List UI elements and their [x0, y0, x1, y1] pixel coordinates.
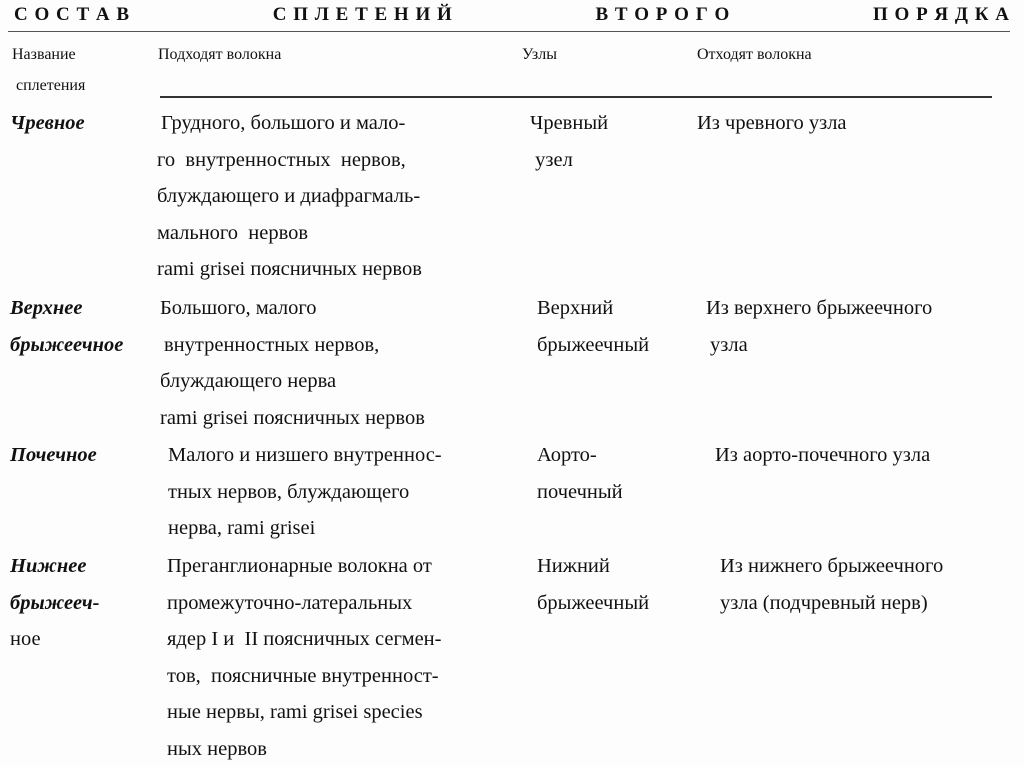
- row-3-plexus-name: Почечное: [10, 444, 97, 466]
- page-title: [14, 4, 1010, 26]
- header-divider: [160, 96, 992, 98]
- row-2-fibers-in: Большого, малого внутренностных нервов, блуждающего нерва rami grisei поясничных нервов: [160, 297, 425, 429]
- header-name-line2: сплетения: [12, 77, 86, 94]
- row-3-fibers-out: Из аорто-почечного узла: [715, 444, 931, 466]
- title-word: С П Л Е Т Е Н И Й: [272, 4, 453, 25]
- row-4-fibers-in: Преганглионарные волокна от промежуточно-латеральных ядер I и II поясничных сегмен- тов, поясничные внутренност- ные нервы, rami grisei species ных нервов: [167, 555, 442, 760]
- row-4-node: Нижний брыжеечный: [537, 555, 650, 614]
- row-2-plexus-name: Верхнее брыжеечное: [10, 297, 124, 356]
- row-2-fibers-out: Из верхнего брыжеечного узла: [706, 297, 933, 356]
- title-word: П О Р Я Д К А: [873, 4, 1010, 25]
- header-nodes: Узлы: [522, 46, 557, 63]
- row-1-fibers-in: Грудного, большого и мало- го внутренностных нервов, блуждающего и диафрагмаль- мального нервов rami grisei поясничных нервов: [157, 112, 422, 280]
- title-word: В Т О Р О Г О: [595, 4, 731, 25]
- row-4-plexus-name: Нижнее брыжееч- ное: [10, 555, 100, 650]
- header-fibers-out: Отходят волокна: [697, 46, 812, 63]
- row-1-node: Чревный узел: [530, 112, 609, 171]
- row-1-fibers-out: Из чревного узла: [697, 112, 847, 134]
- header-name-line1: Название: [12, 46, 76, 63]
- header-fibers-in: Подходят волокна: [158, 46, 282, 63]
- title-word: С О С Т А В: [14, 4, 131, 25]
- row-4-fibers-out: Из нижнего брыжеечного узла (подчревный нерв): [720, 555, 944, 614]
- row-3-node: Аорто- почечный: [537, 444, 623, 503]
- title-underline: [8, 31, 1010, 32]
- row-1-plexus-name: Чревное: [10, 112, 85, 134]
- row-3-fibers-in: Малого и низшего внутреннос- тных нервов, блуждающего нерва, rami grisei: [168, 444, 442, 539]
- row-2-node: Верхний брыжеечный: [537, 297, 650, 356]
